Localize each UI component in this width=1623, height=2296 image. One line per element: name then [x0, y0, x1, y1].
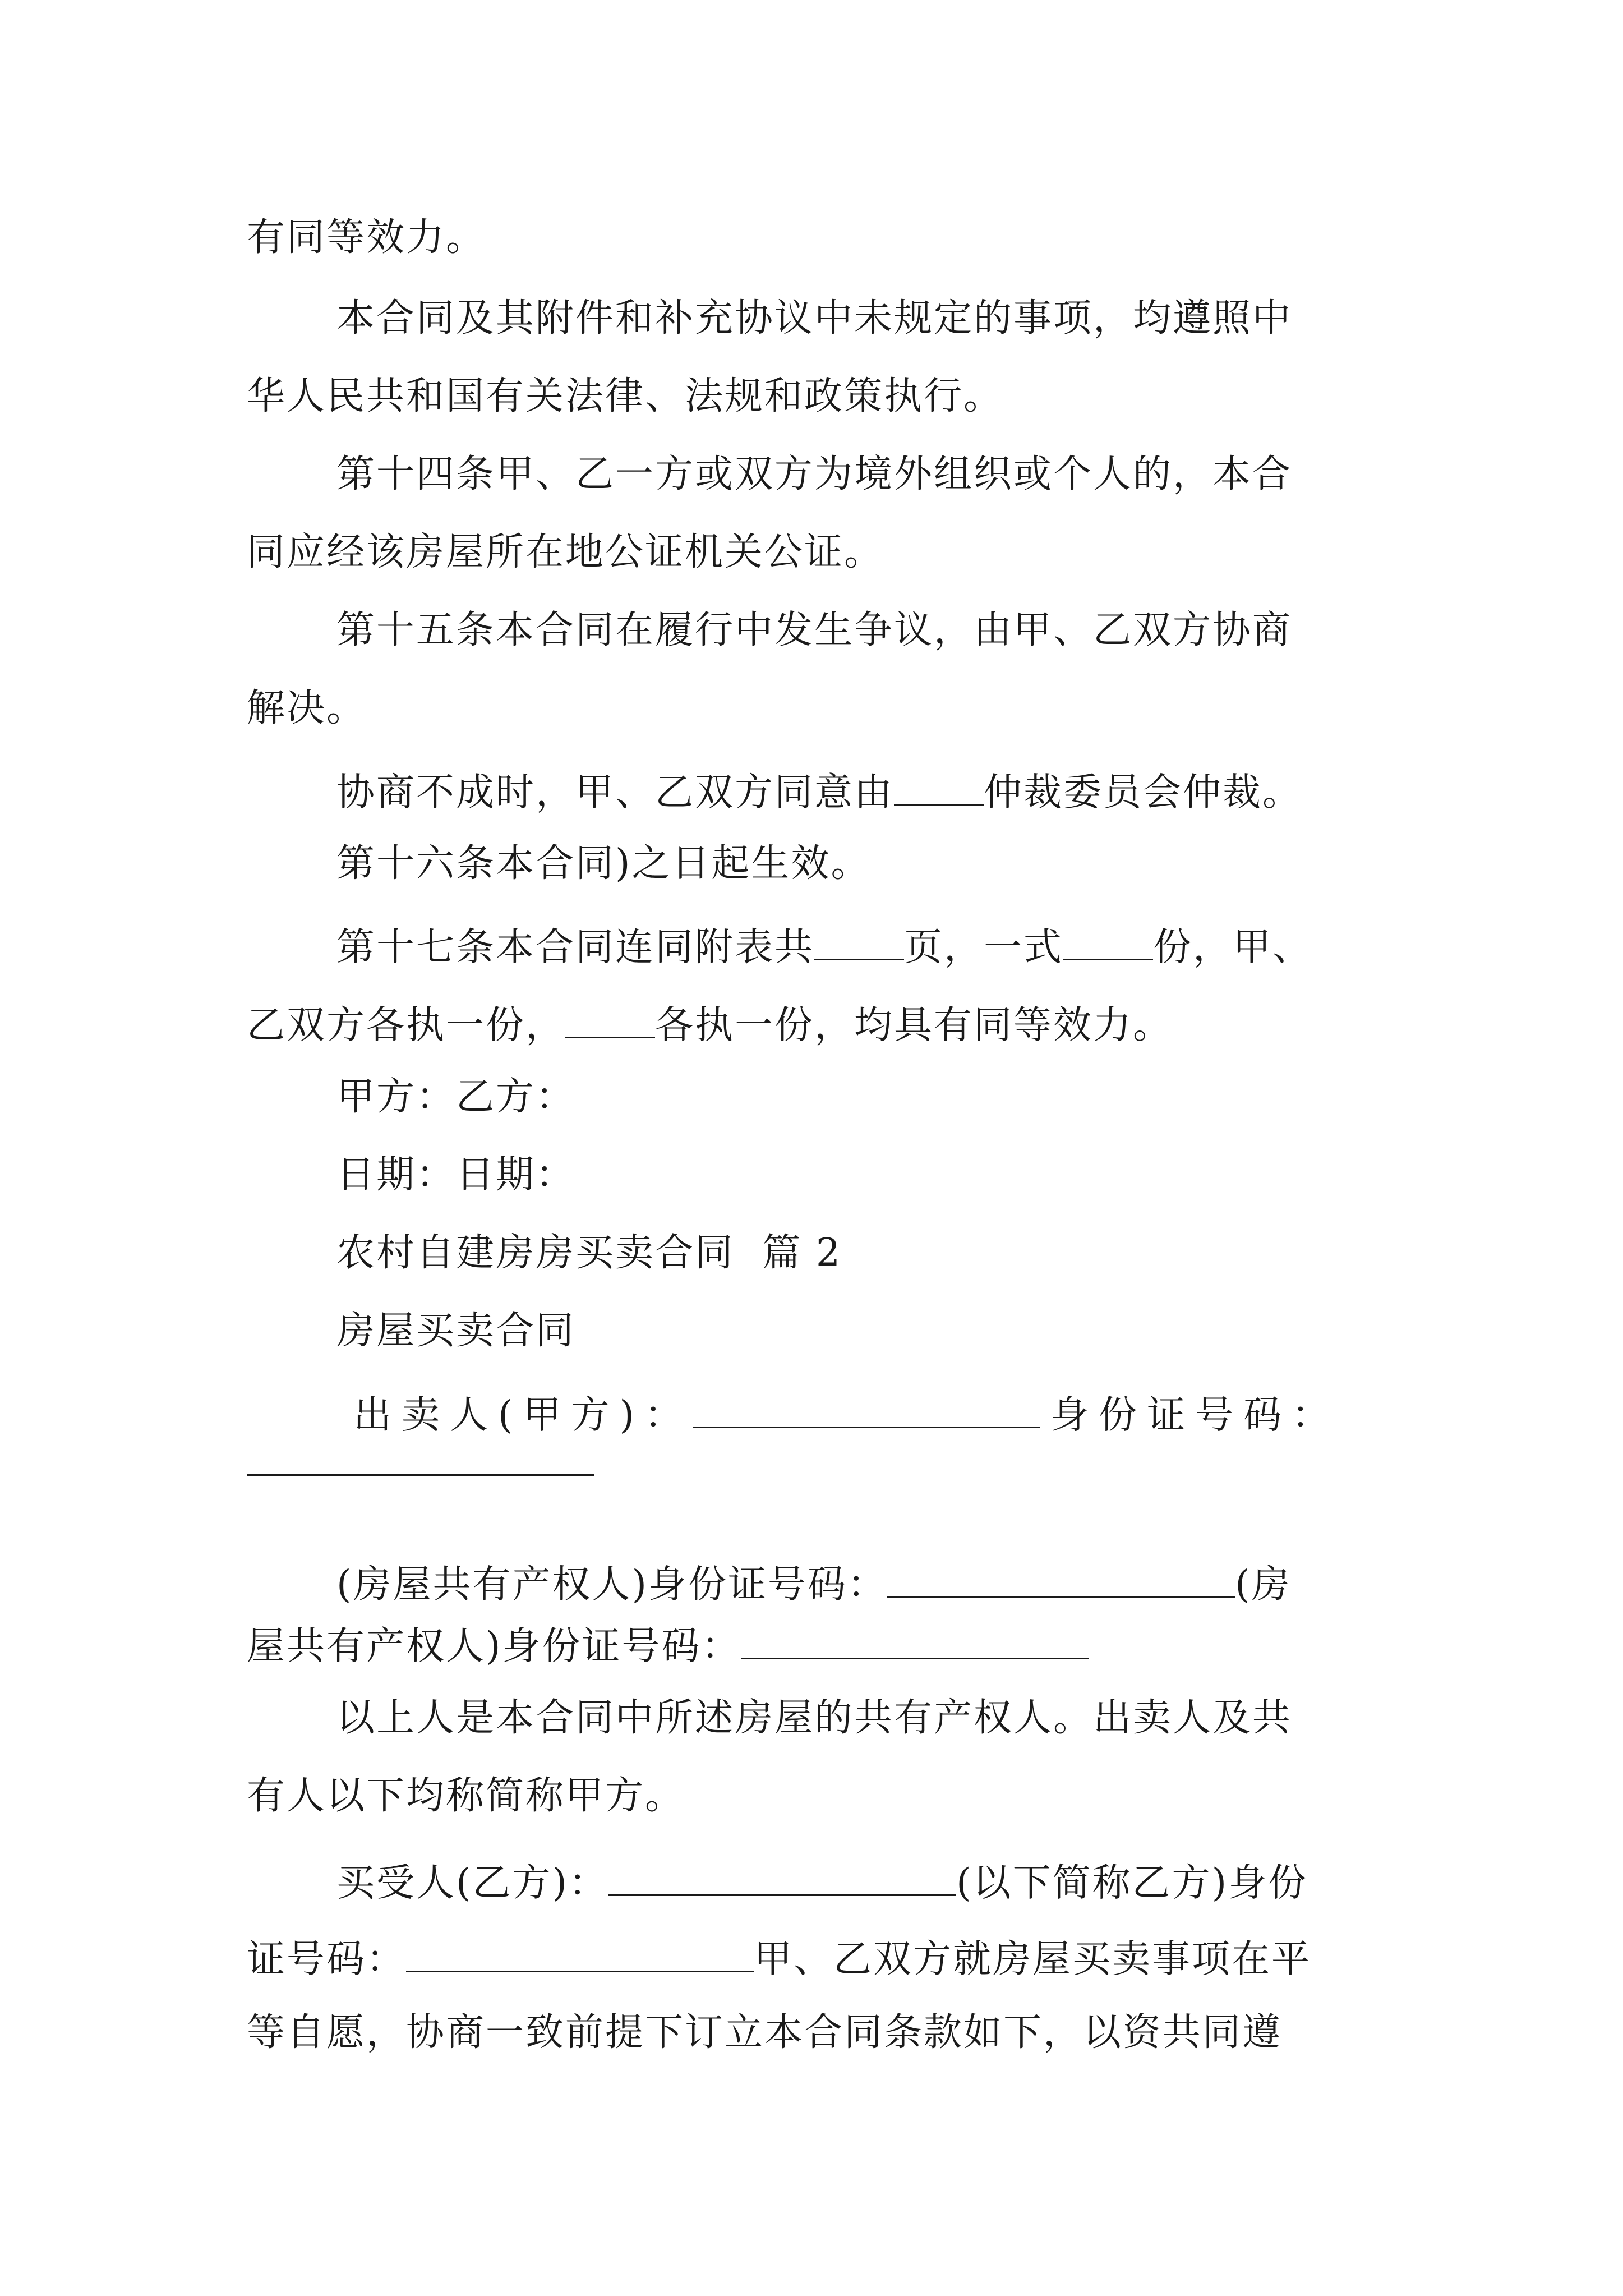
text-fragment: 仲裁委员会仲裁。: [984, 770, 1303, 815]
text-fragment: 页，一式: [904, 925, 1064, 970]
co-owner-id-blank[interactable]: [887, 1559, 1235, 1598]
text-fragment: 协商不成时，甲、乙双方同意由: [336, 770, 895, 815]
text-fragment: 各执一份，均具有同等效力。: [655, 1003, 1173, 1048]
article-17-line: [336, 922, 1313, 970]
buyer-line: [336, 1858, 1308, 1906]
co-owner-id-blank-2[interactable]: [741, 1621, 1089, 1659]
seller-line: [353, 1390, 1340, 1438]
text-fragment: 出卖人(甲方)：: [353, 1393, 693, 1438]
seller-name-blank[interactable]: [693, 1390, 1040, 1428]
contract-title: 房屋买卖合同: [336, 1309, 576, 1353]
text-line: 等自愿，协商一致前提下订立本合同条款如下，以资共同遵: [247, 2010, 1283, 2055]
buyer-id-blank[interactable]: [406, 1934, 754, 1972]
co-owner-line-2: [247, 1621, 1089, 1669]
buyer-id-line: [247, 1934, 1312, 1982]
text-fragment: (房: [1235, 1562, 1292, 1607]
buyer-name-blank[interactable]: [608, 1858, 956, 1896]
text-line: 同应经该房屋所在地公证机关公证。: [247, 530, 884, 574]
text-fragment: 甲、乙双方就房屋买卖事项在平: [754, 1937, 1312, 1982]
text-line: 华人民共和国有关法律、法规和政策执行。: [247, 374, 1004, 418]
copies-blank[interactable]: [1063, 922, 1153, 960]
text-fragment: 买受人(乙方)：: [336, 1861, 609, 1906]
text-line: 有同等效力。: [247, 215, 486, 260]
text-fragment: (以下简称乙方)身份: [956, 1861, 1308, 1906]
seller-id-blank[interactable]: [247, 1474, 594, 1476]
text-line: 有人以下均称简称甲方。: [247, 1774, 685, 1818]
text-fragment: 份，甲、: [1153, 925, 1313, 970]
arbitration-blank[interactable]: [894, 767, 984, 806]
party-signature-line: 甲方：乙方：: [336, 1075, 576, 1119]
text-line: 解决。: [247, 686, 367, 730]
co-owner-line: [336, 1559, 1292, 1607]
text-line: 本合同及其附件和补充协议中未规定的事项，均遵照中: [336, 296, 1293, 341]
text-fragment: 证号码：: [247, 1937, 407, 1982]
text-line: 以上人是本合同中所述房屋的共有产权人。出卖人及共: [336, 1696, 1293, 1740]
article-16-line: 第十六条本合同)之日起生效。: [336, 841, 871, 886]
pages-blank[interactable]: [814, 922, 904, 960]
text-fragment: 乙双方各执一份，: [247, 1003, 566, 1048]
article-15-line: 第十五条本合同在履行中发生争议，由甲、乙双方协商: [336, 608, 1293, 652]
text-line: [247, 1000, 1173, 1048]
date-line: 日期：日期：: [336, 1153, 576, 1197]
text-fragment: (房屋共有产权人)身份证号码：: [336, 1562, 888, 1607]
text-fragment: 身份证号码：: [1050, 1393, 1340, 1438]
section-heading: 农村自建房房买卖合同 篇 2: [336, 1231, 842, 1275]
article-14-line: 第十四条甲、乙一方或双方为境外组织或个人的，本合: [336, 452, 1293, 496]
arbitration-line: [336, 767, 1303, 815]
text-fragment: 屋共有产权人)身份证号码：: [247, 1624, 741, 1669]
text-fragment: 第十七条本合同连同附表共: [336, 925, 815, 970]
holder-blank[interactable]: [565, 1000, 655, 1038]
paragraph-line: [336, 296, 1380, 341]
